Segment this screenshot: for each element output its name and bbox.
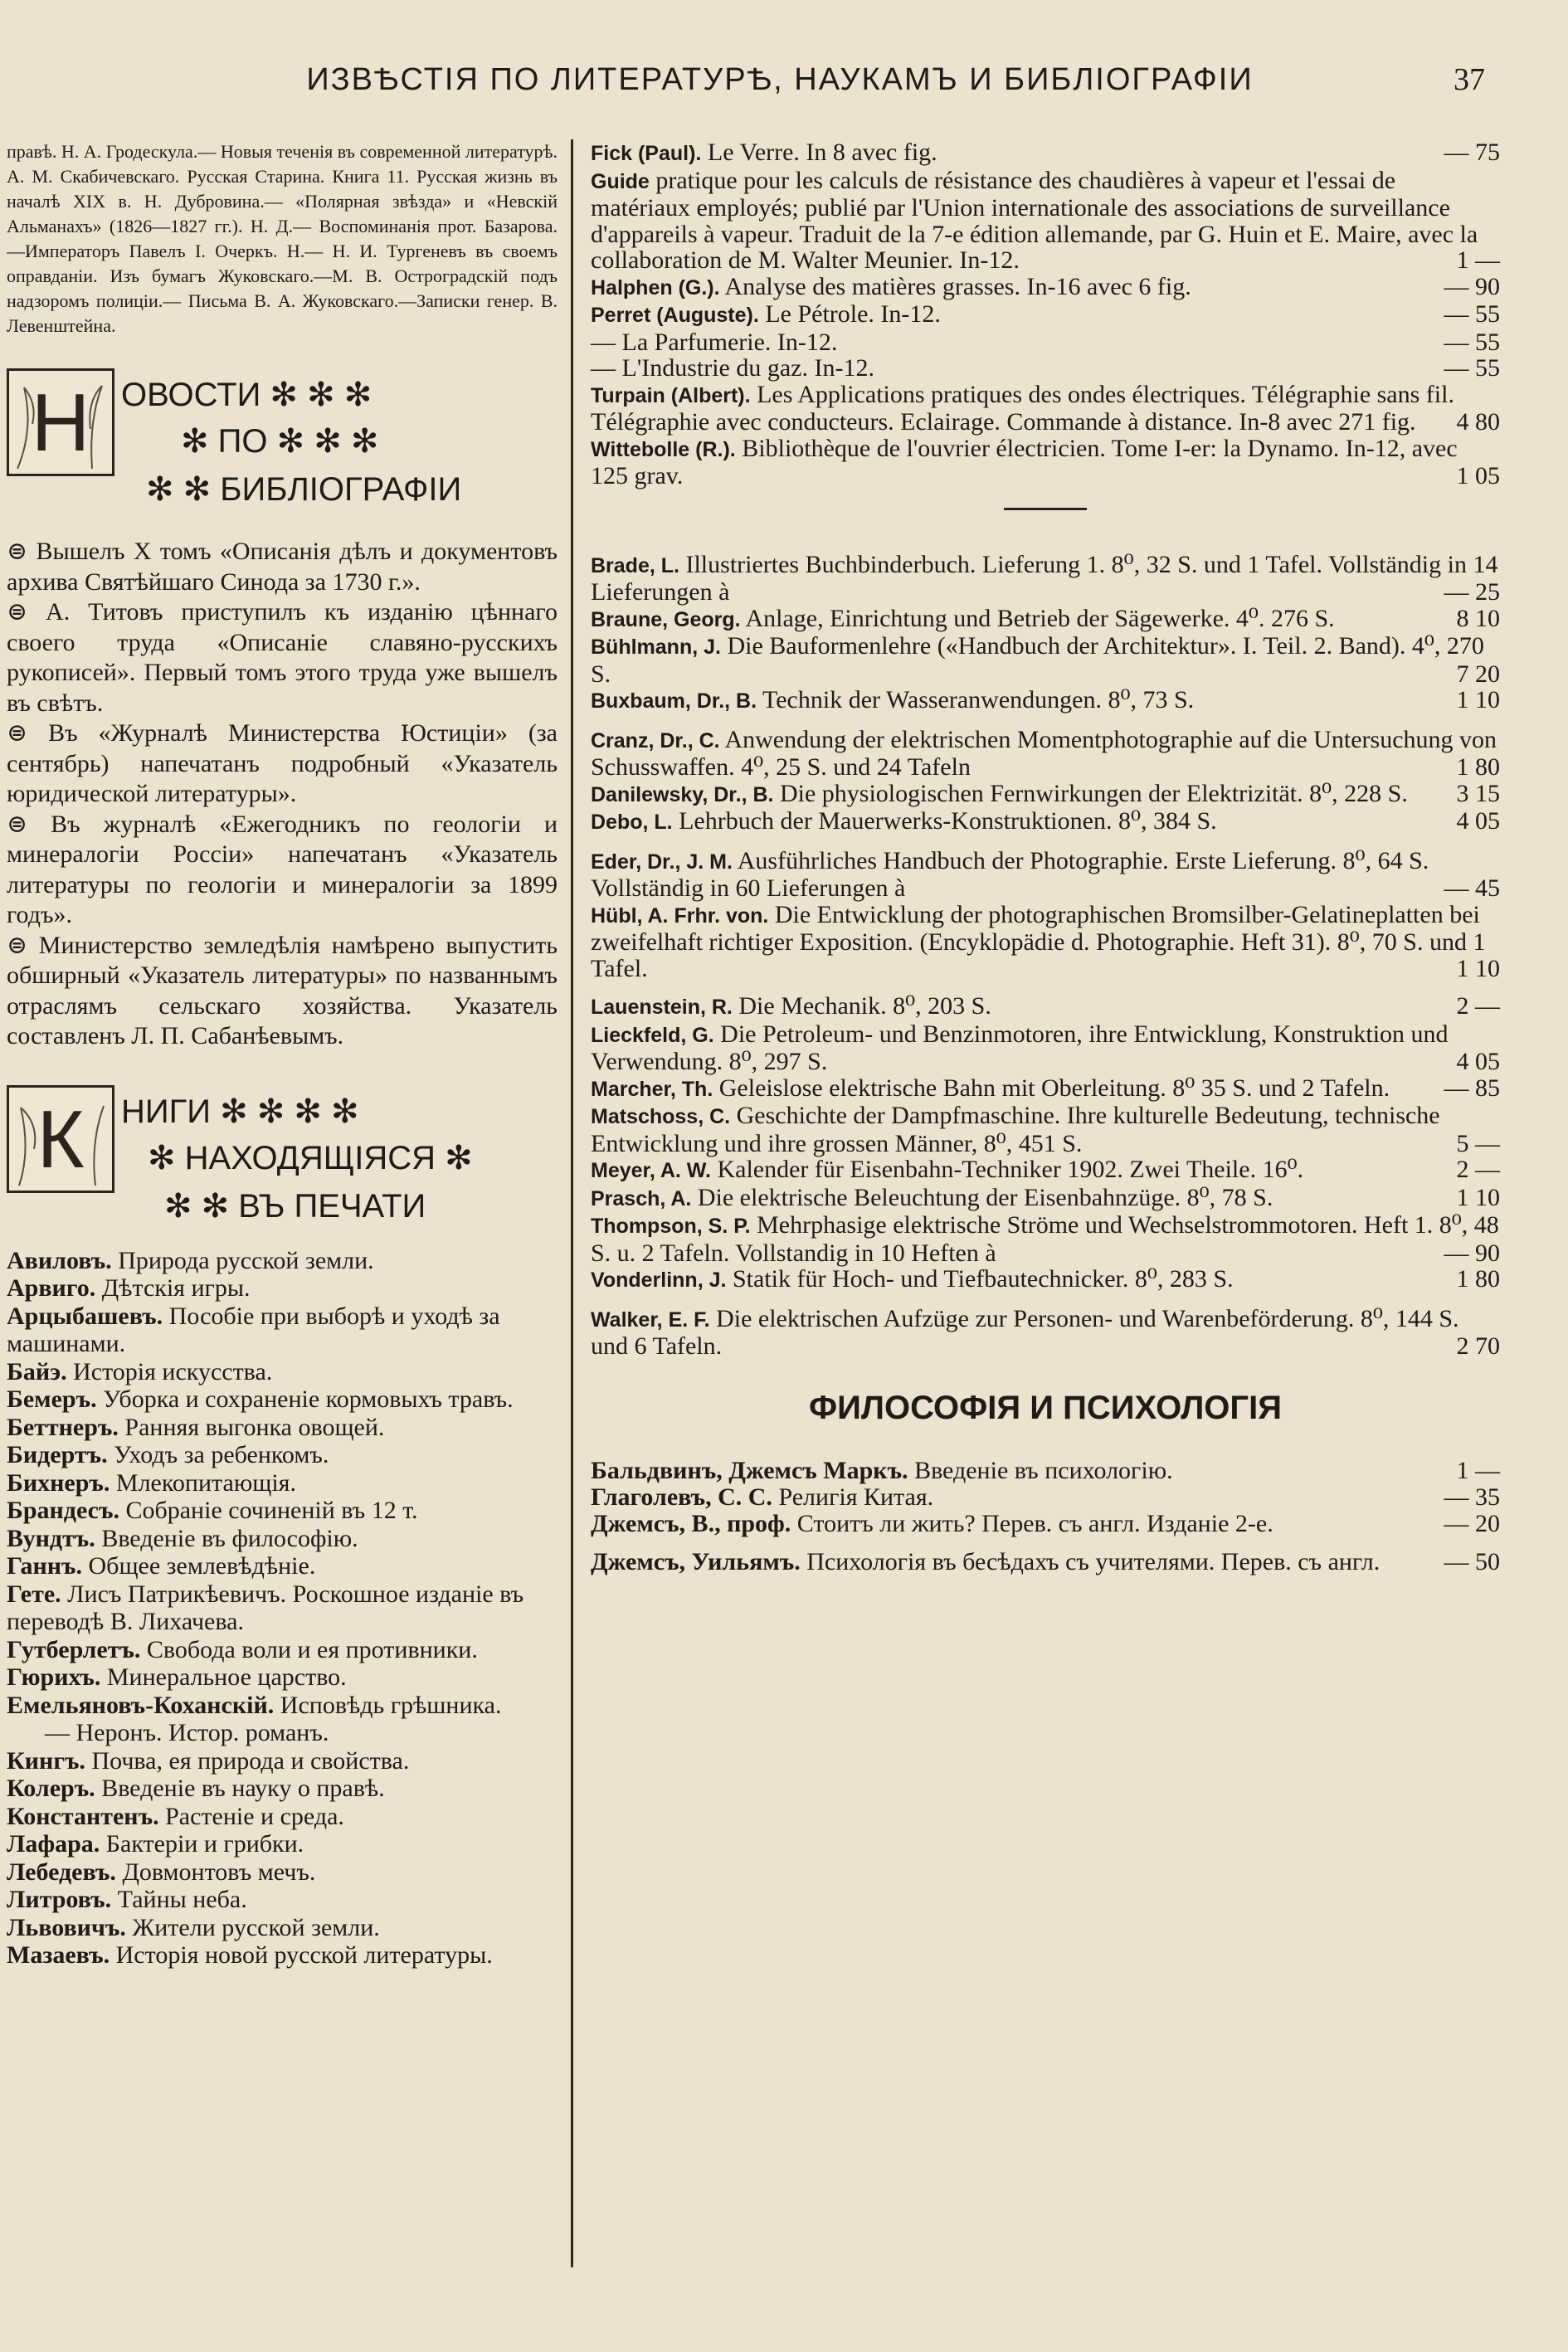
list-item (591, 168, 1500, 274)
price: — 90 (1444, 272, 1500, 300)
entry-author: Brade, L. (591, 553, 679, 577)
entry-author: — (591, 354, 616, 382)
list-item (591, 329, 1500, 356)
list-item (591, 1185, 1500, 1213)
entry-title: Geschichte der Dampfmaschine. Ihre kulturelle Bedeutung, technische Entwicklung und ihre grossen Männer, 8⁰, 451 S. (591, 1102, 1440, 1157)
banner-line-3: ✻ ✻ БИБЛІОГРАФІИ (146, 471, 462, 508)
entry-author: Debo, L. (591, 811, 673, 834)
book-author: Гюрихъ. (7, 1663, 101, 1691)
entry-title: Die Mechanik. 8⁰, 203 S. (738, 992, 991, 1020)
list-item (7, 1941, 558, 1970)
entry-author: Marcher, Th. (591, 1077, 713, 1101)
entry-title: Le Pétrole. In-12. (765, 300, 941, 328)
entry-author: Turpain (Albert). (591, 383, 751, 407)
list-item (7, 1775, 558, 1803)
list-item (7, 1663, 558, 1692)
column-rule (571, 139, 573, 2267)
entry-author: Бальдвинъ, Джемсъ Маркъ. (591, 1456, 908, 1484)
entry-title: Введеніе въ психологію. (914, 1456, 1173, 1484)
entry-title: Die elektrischen Aufzüge zur Personen- und Warenbeförderung. 8⁰, 144 S. und 6 Tafeln. (591, 1304, 1459, 1360)
list-item (7, 1719, 558, 1747)
price: 2 — (1456, 1156, 1500, 1183)
list-item (7, 1441, 558, 1469)
entry-author: Buxbaum, Dr., B. (591, 689, 757, 713)
list-item (591, 1157, 1500, 1185)
book-title: Введеніе въ философію. (101, 1524, 358, 1552)
price: — 90 (1444, 1239, 1500, 1267)
list-item (7, 1414, 558, 1442)
entry-author: Bühlmann, J. (591, 635, 721, 659)
book-title: Ранняя выгонка овощей. (124, 1413, 385, 1441)
entry-title: Die Entwicklung der photographischen Bromsilber-Gelatineplatten bei zweifelhaft richtiger Exposition. (Encyklopädie d. Photographie. Heft 31). 8⁰, 70 S. und 1 Tafel. (591, 900, 1486, 982)
entry-title: Analyse des matières grasses. In-16 avec 6 fig. (724, 272, 1191, 300)
list-item (591, 808, 1500, 836)
list-item (591, 848, 1500, 902)
book-author: Мазаевъ. (7, 1941, 110, 1969)
price: — 35 (1444, 1483, 1500, 1511)
list-item (7, 1469, 558, 1497)
price: 4 05 (1456, 1048, 1500, 1075)
banner-line-2: ✻ ПО ✻ ✻ ✻ (181, 423, 379, 460)
list-item (591, 139, 1500, 168)
entry-title: Стоитъ ли жить? Перев. съ англ. Изданіе 2-е. (796, 1509, 1273, 1537)
book-author: Вундтъ. (7, 1524, 95, 1552)
price: 3 15 (1456, 779, 1500, 807)
list-item (591, 1212, 1500, 1266)
entry-title: pratique pour les calculs de résistance des chaudières à vapeur et l'essai de matériaux employés; publié par l'Union internationale des associations de surveillance d'appareils à vapeur. Traduit de la 7-e édition allemande, par G. Huin et E. Maire, avec la collaboration de M. Walter Meunier. In-12. (591, 166, 1478, 274)
list-item (7, 1886, 558, 1914)
book-author: Емельяновъ-Коханскій. (7, 1691, 275, 1719)
right-column (591, 139, 1500, 1575)
entry-title: Психологія въ бесѣдахъ съ учителями. Перев. съ англ. (806, 1547, 1381, 1575)
entry-author: Halphen (G.). (591, 275, 720, 299)
list-item (591, 1484, 1500, 1511)
book-title: Млекопитающія. (115, 1468, 296, 1497)
price: — 20 (1444, 1509, 1500, 1537)
price: — 50 (1444, 1547, 1500, 1575)
news-list (7, 537, 558, 1052)
book-title: Почва, ея природа и свойства. (91, 1746, 410, 1775)
ornamental-initial (7, 368, 114, 476)
previous-article-tail: правѣ. Н. А. Гродескула.— Новыя теченія въ современной литературѣ. А. М. Скабичевскаго. Русская Старина. Книга 11. Русская жизнь въ началѣ XIX в. Н. Дубровина.— «Полярная звѣзда» и «Невскій Альманахъ» (1826—1827 гг.). Н. Д.— Воспоминанія прот. Базарова. —Императоръ Павелъ І. Очеркъ. Н.— Н. И. Тургеневъ въ своемъ оправданіи. Изъ бумагъ Жуковскаго.—М. В. Остроградскій подъ надзоромъ полиціи.— Письма В. А. Жуковскаго.—Записки генер. В. Левенштейна. (7, 141, 558, 336)
book-title: Растеніе и среда. (165, 1802, 344, 1830)
price: 1 — (1456, 246, 1500, 274)
entry-author: Глаголевъ, С. С. (591, 1483, 772, 1511)
book-title: Собраніе сочиненій въ 12 т. (125, 1497, 418, 1524)
entry-author: Walker, E. F. (591, 1307, 710, 1332)
books-banner (7, 1085, 558, 1239)
entry-author: Vonderlinn, J. (591, 1269, 727, 1292)
entry-title: Anwendung der elektrischen Momentphotographie auf die Untersuchung von Schusswaffen. 4⁰, 25 S. und 24 Tafeln (591, 725, 1497, 781)
section-divider (1004, 508, 1087, 510)
running-head: ИЗВѢСТІЯ ПО ЛИТЕРАТУРѢ, НАУКАМЪ И БИБЛІОГРАФІИ (306, 62, 1254, 97)
ornamental-initial (7, 1085, 114, 1193)
book-author: Бидертъ. (7, 1441, 108, 1468)
price: — 55 (1444, 354, 1500, 382)
news-item: ⊜ Вышелъ X томъ «Описанія дѣлъ и документовъ архива Святѣйшаго Синода за 1730 г.». (7, 538, 558, 596)
price: — 55 (1444, 328, 1500, 356)
entry-author: Lauenstein, R. (591, 996, 733, 1019)
book-author: Беттнеръ. (7, 1413, 119, 1441)
price: 2 — (1456, 992, 1500, 1020)
book-author: Литровъ. (7, 1886, 112, 1913)
book-author: Бемеръ. (7, 1385, 97, 1413)
banner-line-1: НИГИ ✻ ✻ ✻ ✻ (121, 1093, 359, 1130)
list-item (591, 301, 1500, 329)
entry-title: Die physiologischen Fernwirkungen der Elektrizität. 8⁰, 228 S. (779, 779, 1408, 807)
list-item (7, 1747, 558, 1775)
entry-title: Mehrphasige elektrische Ströme und Wechselstrommotoren. Heft 1. 8⁰, 48 S. u. 2 Tafeln. Vollstandig in 10 Heften à (591, 1211, 1499, 1267)
list-item (591, 382, 1500, 436)
entry-author: Hübl, A. Frhr. von. (591, 903, 769, 928)
entry-title: Die elektrische Beleuchtung der Eisenbahnzüge. 8⁰, 78 S. (697, 1183, 1273, 1211)
entry-author: Perret (Auguste). (591, 304, 759, 327)
list-item (591, 902, 1500, 982)
entry-title: L'Industrie du gaz. In-12. (621, 354, 874, 382)
price: 1 10 (1456, 954, 1500, 982)
book-title: Уходъ за ребенкомъ. (114, 1441, 329, 1468)
price: 4 80 (1456, 408, 1500, 436)
list-item (591, 633, 1500, 687)
news-item: ⊜ Въ журналѣ «Ежегодникъ по геологіи и минералогіи Россіи» напечатанъ «Указатель литературы по геологіи и минералогіи за 1899 годъ». (7, 810, 558, 928)
list-item (7, 1303, 558, 1358)
list-item (7, 1858, 558, 1887)
entry-author: Lieckfeld, G. (591, 1023, 714, 1047)
price: 2 70 (1456, 1332, 1500, 1360)
entry-title: Geleislose elektrische Bahn mit Oberleitung. 8⁰ 35 S. und 2 Tafeln. (718, 1074, 1390, 1102)
list-item (7, 1914, 558, 1942)
book-author: Бихнеръ. (7, 1468, 110, 1497)
list-item (7, 1803, 558, 1831)
entry-title: Die Bauformenlehre («Handbuch der Architektur». I. Teil. 2. Band). 4⁰, 270 S. (591, 632, 1484, 688)
book-author: Гутберлетъ. (7, 1635, 141, 1663)
list-item (7, 1580, 558, 1636)
initial-letter: К (37, 1093, 85, 1185)
entry-author: Meyer, A. W. (591, 1159, 711, 1182)
book-title: Тайны неба. (117, 1886, 247, 1913)
list-item (591, 1266, 1500, 1294)
entry-title: Illustriertes Buchbinderbuch. Lieferung 1. 8⁰, 32 S. und 1 Tafel. Vollständig in 14 Lieferungen à (591, 550, 1498, 606)
price: — 25 (1444, 578, 1500, 606)
book-title: Пособіе при выборѣ и уходѣ за машинами. (7, 1302, 500, 1357)
book-title: Лисъ Патрикѣевичъ. Роскошное изданіе въ переводѣ В. Лихачева. (7, 1580, 524, 1635)
list-item (591, 355, 1500, 382)
banner-line-1: ОВОСТИ ✻ ✻ ✻ (121, 377, 373, 413)
entry-title: Les Applications pratiques des ondes électriques. Télégraphie sans fil. Télégraphie avec conducteurs. Eclairage. Commande à distance. In-8 avec 271 fig. (591, 380, 1454, 436)
entry-author: — (591, 328, 616, 356)
entry-title: Ausführliches Handbuch der Photographie. Erste Lieferung. 8⁰, 64 S. Vollständig in 60 Lieferungen à (591, 846, 1429, 902)
list-item (7, 1358, 558, 1386)
book-author: Авиловъ. (7, 1246, 112, 1274)
book-title: Дѣтскія игры. (101, 1274, 251, 1302)
list-item (591, 1021, 1500, 1075)
list-item (7, 1497, 558, 1525)
list-item (7, 1552, 558, 1580)
entry-title: Die Petroleum- und Benzinmotoren, ihre Entwicklung, Konstruktion und Verwendung. 8⁰, 297 S. (591, 1020, 1449, 1075)
book-author: Лебедевъ. (7, 1858, 116, 1886)
price: 8 10 (1456, 604, 1500, 632)
left-column (7, 139, 558, 1970)
book-author: Львовичъ. (7, 1913, 126, 1941)
list-item (591, 1549, 1500, 1575)
book-title: Исповѣдь грѣшника. (280, 1691, 502, 1719)
entry-author: Danilewsky, Dr., B. (591, 782, 774, 806)
book-author: — (45, 1719, 70, 1746)
list-item (591, 606, 1500, 634)
list-item (591, 1458, 1500, 1484)
book-title: Исторія новой русской литературы. (115, 1941, 493, 1969)
books-in-press-list (7, 1247, 558, 1970)
list-item (591, 781, 1500, 809)
entry-author: Matschoss, C. (591, 1105, 731, 1128)
book-author: Арвиго. (7, 1274, 96, 1302)
book-author: Байэ. (7, 1357, 67, 1385)
news-item: ⊜ А. Титовъ приступилъ къ изданію цѣннаго своего труда «Описаніе славяно-русскихъ рукописей». Первый томъ этого труда уже вышелъ въ свѣтъ. (7, 598, 558, 717)
book-title: Введеніе въ науку о правѣ. (101, 1775, 385, 1802)
book-author: Лафара. (7, 1830, 100, 1858)
entry-author: Wittebolle (R.). (591, 437, 736, 461)
book-title: Уборка и сохраненіе кормовыхъ травъ. (103, 1385, 514, 1413)
entry-author: Eder, Dr., J. M. (591, 850, 733, 874)
price: 7 20 (1456, 660, 1500, 688)
book-title: Свобода воли и ея противники. (146, 1635, 478, 1663)
entry-author: Prasch, A. (591, 1186, 692, 1210)
price: — 75 (1444, 139, 1500, 166)
german-books-list (591, 552, 1500, 1360)
initial-letter: Н (31, 377, 90, 468)
entry-title: Statik für Hoch- und Tiefbautechnicker. 8⁰, 283 S. (732, 1265, 1234, 1293)
page-header (0, 55, 1568, 105)
list-item (7, 1274, 558, 1303)
entry-author: Guide (591, 169, 650, 193)
entry-author: Джемсъ, Уильямъ. (591, 1547, 801, 1575)
news-item: ⊜ Въ «Журналѣ Министерства Юстиціи» (за сентябрь) напечатанъ подробный «Указатель юридической литературы». (7, 719, 558, 807)
list-item (7, 1636, 558, 1664)
entry-title: La Parfumerie. In-12. (621, 328, 838, 356)
list-item (7, 1692, 558, 1720)
list-item (591, 727, 1500, 781)
french-books-list (591, 139, 1500, 489)
entry-title: Technik der Wasseranwendungen. 8⁰, 73 S. (762, 686, 1195, 713)
price: 1 10 (1456, 1183, 1500, 1211)
list-item (591, 687, 1500, 715)
list-item (591, 1306, 1500, 1360)
price: 1 10 (1456, 686, 1500, 713)
list-item (7, 1830, 558, 1858)
book-title: Общее землевѣдѣніе. (88, 1552, 316, 1580)
book-title: Минеральное царство. (106, 1663, 347, 1691)
book-title: Жители русской земли. (132, 1913, 380, 1941)
book-title: Бактеріи и грибки. (105, 1830, 304, 1858)
entry-author: Джемсъ, В., проф. (591, 1509, 791, 1537)
price: — 55 (1444, 300, 1500, 328)
price: 1 — (1456, 1456, 1500, 1484)
entry-title: Религія Китая. (778, 1483, 934, 1511)
entry-author: Fick (Paul). (591, 142, 702, 165)
entry-title: Bibliothèque de l'ouvrier électricien. Tome I-er: la Dynamo. In-12, avec 125 grav. (591, 434, 1458, 489)
book-author: Гете. (7, 1580, 61, 1608)
price: 1 80 (1456, 1265, 1500, 1293)
entry-title: Anlage, Einrichtung und Betrieb der Sägewerke. 4⁰. 276 S. (745, 604, 1335, 632)
philosophy-list (591, 1458, 1500, 1575)
list-item (591, 1075, 1500, 1103)
list-item (7, 1385, 558, 1414)
entry-title: Kalender für Eisenbahn-Techniker 1902. Zwei Theile. 16⁰. (717, 1156, 1304, 1183)
list-item (7, 1525, 558, 1553)
book-author: Арцыбашевъ. (7, 1302, 163, 1330)
list-item (591, 552, 1500, 606)
book-author: Ганнъ. (7, 1552, 83, 1580)
news-item: ⊜ Министерство земледѣлія намѣрено выпустить обширный «Указатель литературы» по названнымъ отраслямъ сельскаго хозяйства. Указатель составленъ Л. П. Сабанѣевымъ. (7, 931, 558, 1049)
banner-line-3: ✻ ✻ ВЪ ПЕЧАТИ (164, 1187, 426, 1225)
entry-author: Cranz, Dr., C. (591, 728, 720, 752)
book-author: Константенъ. (7, 1802, 159, 1830)
price: 1 05 (1456, 462, 1500, 489)
book-title: Довмонтовъ мечъ. (122, 1858, 316, 1886)
list-item (7, 1247, 558, 1275)
price: 5 — (1456, 1129, 1500, 1157)
book-author: Кингъ. (7, 1746, 85, 1775)
entry-title: Le Verre. In 8 avec fig. (707, 139, 937, 166)
book-title: Исторія искусства. (73, 1357, 273, 1385)
book-title: Природа русской земли. (118, 1246, 374, 1274)
price: — 45 (1444, 874, 1500, 902)
news-banner (7, 368, 558, 522)
banner-line-2: ✻ НАХОДЯЩІЯСЯ ✻ (148, 1139, 473, 1176)
entry-title: Lehrbuch der Mauerwerks-Konstruktionen. 8⁰, 384 S. (679, 807, 1217, 835)
list-item (591, 1511, 1500, 1537)
list-item (591, 274, 1500, 302)
price: 4 05 (1456, 807, 1500, 835)
book-author: Колеръ. (7, 1775, 95, 1802)
entry-author: Thompson, S. P. (591, 1215, 751, 1238)
price: 1 80 (1456, 753, 1500, 781)
price: — 85 (1444, 1074, 1500, 1102)
section-title: ФИЛОСОФІЯ И ПСИХОЛОГІЯ (809, 1389, 1282, 1426)
list-item (591, 436, 1500, 489)
list-item (591, 993, 1500, 1021)
book-author: Брандесъ. (7, 1497, 119, 1524)
list-item (591, 1103, 1500, 1157)
book-title: Неронъ. Истор. романъ. (75, 1719, 329, 1746)
entry-author: Braune, Georg. (591, 607, 741, 631)
page-number: 37 (1454, 62, 1485, 97)
